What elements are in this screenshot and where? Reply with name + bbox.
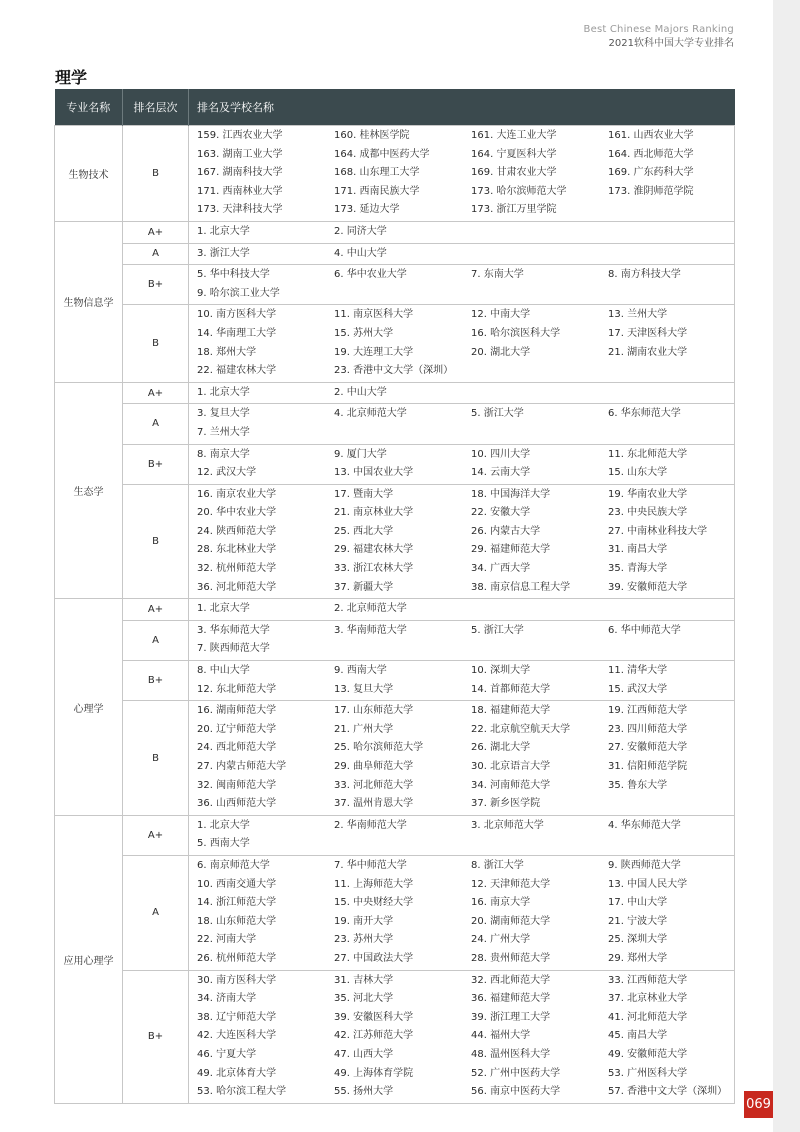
schools-grid — [189, 244, 734, 265]
school-entry: 18. 郑州大学 — [197, 346, 257, 358]
school-entry: 31. 吉林大学 — [334, 974, 394, 986]
schools-cell — [189, 599, 735, 621]
schools-cell — [189, 444, 735, 484]
school-entry: 9. 厦门大学 — [334, 448, 387, 460]
schools-cell — [189, 815, 735, 855]
schools-grid — [189, 856, 734, 970]
schools-cell — [189, 484, 735, 599]
school-entry: 16. 南京大学 — [471, 897, 531, 909]
school-entry: 1. 北京大学 — [197, 386, 250, 398]
school-entry: 164. 宁夏医科大学 — [471, 148, 557, 160]
school-entry: 48. 温州医科大学 — [471, 1048, 551, 1060]
school-entry: 10. 深圳大学 — [471, 665, 531, 677]
school-entry: 6. 华中农业大学 — [334, 269, 407, 281]
schools-cell — [189, 620, 735, 660]
table-header-row — [55, 89, 735, 126]
school-entry: 3. 北京师范大学 — [471, 819, 544, 831]
school-entry: 1. 北京大学 — [197, 603, 250, 615]
column-header-schools: 排名及学校名称 — [189, 89, 735, 126]
school-entry: 12. 武汉大学 — [197, 467, 257, 479]
section-title: 理学 — [55, 68, 88, 87]
school-entry: 11. 上海师范大学 — [334, 878, 414, 890]
school-entry: 56. 南京中医药大学 — [471, 1086, 561, 1098]
school-entry: 10. 西南交通大学 — [197, 878, 277, 890]
school-entry: 8. 浙江大学 — [471, 859, 524, 871]
school-entry: 31. 南昌大学 — [608, 544, 668, 556]
schools-cell — [189, 404, 735, 444]
school-entry: 18. 中国海洋大学 — [471, 488, 551, 500]
table-row — [55, 701, 735, 816]
school-entry: 52. 广州中医药大学 — [471, 1067, 561, 1079]
school-entry: 22. 北京航空航天大学 — [471, 723, 571, 735]
school-entry: 53. 哈尔滨工程大学 — [197, 1086, 287, 1098]
schools-grid — [189, 701, 734, 815]
school-entry: 36. 河北师范大学 — [197, 581, 277, 593]
table-row — [55, 661, 735, 701]
school-entry: 15. 山东大学 — [608, 467, 668, 479]
school-entry: 20. 辽宁师范大学 — [197, 723, 277, 735]
school-entry: 26. 湖北大学 — [471, 742, 531, 754]
school-entry: 7. 兰州大学 — [197, 426, 250, 438]
school-entry: 47. 山西大学 — [334, 1048, 394, 1060]
rank-tier-cell: A — [123, 404, 189, 444]
school-entry: 4. 中山大学 — [334, 247, 387, 259]
school-entry: 7. 陕西师范大学 — [197, 643, 270, 655]
school-entry: 4. 华东师范大学 — [608, 819, 681, 831]
school-entry: 38. 辽宁师范大学 — [197, 1011, 277, 1023]
table-row — [55, 126, 735, 222]
school-entry: 13. 中国农业大学 — [334, 467, 414, 479]
school-entry: 35. 青海大学 — [608, 563, 668, 575]
school-entry: 5. 西南大学 — [197, 838, 250, 850]
school-entry: 12. 东北师范大学 — [197, 683, 277, 695]
header-english-title: Best Chinese Majors Ranking — [583, 24, 734, 35]
school-entry: 2. 中山大学 — [334, 386, 387, 398]
school-entry: 20. 湖北大学 — [471, 346, 531, 358]
schools-grid — [189, 971, 734, 1103]
school-entry: 12. 中南大学 — [471, 309, 531, 321]
schools-grid — [189, 404, 734, 443]
school-entry: 169. 广东药科大学 — [608, 167, 694, 179]
rank-tier-cell: A+ — [123, 815, 189, 855]
right-sidebar-strip — [773, 0, 800, 1132]
school-entry: 36. 山西师范大学 — [197, 798, 277, 810]
rank-tier-cell: B — [123, 126, 189, 222]
rank-tier-cell: B+ — [123, 661, 189, 701]
school-entry: 14. 华南理工大学 — [197, 327, 277, 339]
school-entry: 18. 山东师范大学 — [197, 915, 277, 927]
school-entry: 163. 湖南工业大学 — [197, 148, 283, 160]
school-entry: 8. 南方科技大学 — [608, 269, 681, 281]
schools-grid — [189, 816, 734, 855]
school-entry: 49. 安徽师范大学 — [608, 1048, 688, 1060]
rank-tier-cell: A+ — [123, 599, 189, 621]
school-entry: 16. 湖南师范大学 — [197, 705, 277, 717]
school-entry: 159. 江西农业大学 — [197, 130, 283, 141]
table-body — [55, 126, 735, 1104]
school-entry: 35. 鲁东大学 — [608, 779, 668, 791]
school-entry: 42. 江苏师范大学 — [334, 1030, 414, 1042]
school-entry: 27. 中国政法大学 — [334, 952, 414, 964]
schools-grid — [189, 621, 734, 660]
school-entry: 3. 浙江大学 — [197, 247, 250, 259]
school-entry: 21. 宁波大学 — [608, 915, 668, 927]
school-entry: 21. 湖南农业大学 — [608, 346, 688, 358]
school-entry: 41. 河北师范大学 — [608, 1011, 688, 1023]
school-entry: 33. 河北师范大学 — [334, 779, 414, 791]
schools-cell — [189, 701, 735, 816]
school-entry: 38. 南京信息工程大学 — [471, 581, 571, 593]
school-entry: 2. 同济大学 — [334, 225, 387, 237]
school-entry: 6. 华东师范大学 — [608, 408, 681, 420]
school-entry: 20. 湖南师范大学 — [471, 915, 551, 927]
school-entry: 49. 上海体育学院 — [334, 1067, 414, 1079]
table-row — [55, 243, 735, 265]
page-number: 069 — [744, 1091, 773, 1118]
table-row — [55, 444, 735, 484]
school-entry: 3. 华南师范大学 — [334, 624, 407, 636]
school-entry: 3. 华东师范大学 — [197, 624, 270, 636]
school-entry: 34. 济南大学 — [197, 993, 257, 1005]
schools-cell — [189, 305, 735, 382]
school-entry: 22. 安徽大学 — [471, 507, 531, 519]
school-entry: 7. 东南大学 — [471, 269, 524, 281]
school-entry: 167. 湖南科技大学 — [197, 167, 283, 179]
school-entry: 13. 兰州大学 — [608, 309, 668, 321]
school-entry: 6. 南京师范大学 — [197, 859, 270, 871]
table-row — [55, 221, 735, 243]
school-entry: 6. 华中师范大学 — [608, 624, 681, 636]
school-entry: 37. 温州肯恩大学 — [334, 798, 414, 810]
rank-tier-cell: A+ — [123, 382, 189, 404]
school-entry: 1. 北京大学 — [197, 225, 250, 237]
rank-tier-cell: B+ — [123, 265, 189, 305]
table-row — [55, 305, 735, 382]
school-entry: 34. 广西大学 — [471, 563, 531, 575]
schools-cell — [189, 382, 735, 404]
school-entry: 10. 四川大学 — [471, 448, 531, 460]
table-row — [55, 599, 735, 621]
school-entry: 1. 北京大学 — [197, 819, 250, 831]
school-entry: 161. 山西农业大学 — [608, 130, 694, 141]
school-entry: 27. 安徽师范大学 — [608, 742, 688, 754]
rank-tier-cell: B — [123, 484, 189, 599]
school-entry: 19. 大连理工大学 — [334, 346, 414, 358]
school-entry: 25. 哈尔滨师范大学 — [334, 742, 424, 754]
school-entry: 17. 中山大学 — [608, 897, 668, 909]
school-entry: 27. 中南林业科技大学 — [608, 525, 708, 537]
school-entry: 21. 广州大学 — [334, 723, 394, 735]
school-entry: 20. 华中农业大学 — [197, 507, 277, 519]
school-entry: 37. 北京林业大学 — [608, 993, 688, 1005]
school-entry: 173. 淮阴师范学院 — [608, 185, 694, 197]
major-name-cell: 心理学 — [55, 599, 123, 816]
table-row — [55, 404, 735, 444]
school-entry: 15. 苏州大学 — [334, 327, 394, 339]
schools-grid — [189, 485, 734, 599]
school-entry: 5. 华中科技大学 — [197, 269, 270, 281]
school-entry: 8. 中山大学 — [197, 665, 250, 677]
table-row — [55, 484, 735, 599]
school-entry: 49. 北京体育大学 — [197, 1067, 277, 1079]
column-header-major: 专业名称 — [55, 89, 123, 126]
school-entry: 2. 北京师范大学 — [334, 603, 407, 615]
school-entry: 32. 西北师范大学 — [471, 974, 551, 986]
school-entry: 13. 复旦大学 — [334, 683, 394, 695]
school-entry: 33. 江西师范大学 — [608, 974, 688, 986]
school-entry: 31. 信阳师范学院 — [608, 761, 688, 772]
school-entry: 15. 中央财经大学 — [334, 897, 414, 909]
schools-grid — [189, 661, 734, 700]
school-entry: 173. 延边大学 — [334, 204, 400, 216]
school-entry: 29. 福建农林大学 — [334, 544, 414, 556]
school-entry: 37. 新乡医学院 — [471, 798, 541, 810]
rank-tier-cell: A+ — [123, 221, 189, 243]
school-entry: 9. 西南大学 — [334, 665, 387, 677]
header-chinese-title: 2021软科中国大学专业排名 — [608, 38, 734, 49]
school-entry: 2. 华南师范大学 — [334, 819, 407, 831]
school-entry: 11. 东北师范大学 — [608, 448, 688, 460]
school-entry: 7. 华中师范大学 — [334, 859, 407, 871]
school-entry: 39. 安徽医科大学 — [334, 1011, 414, 1023]
table-row — [55, 970, 735, 1103]
school-entry: 14. 首都师范大学 — [471, 683, 551, 695]
school-entry: 9. 哈尔滨工业大学 — [197, 287, 280, 299]
major-name-cell: 生物技术 — [55, 126, 123, 222]
table-row — [55, 265, 735, 305]
schools-grid — [189, 445, 734, 484]
school-entry: 33. 浙江农林大学 — [334, 563, 414, 575]
school-entry: 39. 浙江理工大学 — [471, 1011, 551, 1023]
school-entry: 16. 哈尔滨医科大学 — [471, 327, 561, 339]
school-entry: 55. 扬州大学 — [334, 1086, 394, 1098]
school-entry: 164. 成都中医药大学 — [334, 148, 430, 160]
schools-grid — [189, 126, 734, 221]
schools-grid — [189, 383, 734, 404]
school-entry: 34. 河南师范大学 — [471, 779, 551, 791]
school-entry: 173. 哈尔滨师范大学 — [471, 185, 567, 197]
school-entry: 29. 郑州大学 — [608, 952, 668, 964]
school-entry: 173. 浙江万里学院 — [471, 204, 557, 216]
school-entry: 5. 浙江大学 — [471, 408, 524, 420]
school-entry: 30. 北京语言大学 — [471, 761, 551, 772]
major-name-cell: 生物信息学 — [55, 221, 123, 382]
school-entry: 26. 内蒙古大学 — [471, 525, 541, 537]
ranking-table — [54, 89, 735, 1104]
rank-tier-cell: B+ — [123, 970, 189, 1103]
school-entry: 39. 安徽师范大学 — [608, 581, 688, 593]
school-entry: 25. 西北大学 — [334, 525, 394, 537]
school-entry: 14. 云南大学 — [471, 467, 531, 479]
school-entry: 30. 南方医科大学 — [197, 974, 277, 986]
school-entry: 22. 河南大学 — [197, 934, 257, 946]
major-name-cell: 应用心理学 — [55, 815, 123, 1103]
school-entry: 22. 福建农林大学 — [197, 365, 277, 377]
school-entry: 32. 闽南师范大学 — [197, 779, 277, 791]
school-entry: 37. 新疆大学 — [334, 581, 394, 593]
school-entry: 57. 香港中文大学（深圳） — [608, 1086, 728, 1098]
school-entry: 171. 西南林业大学 — [197, 185, 283, 197]
school-entry: 173. 天津科技大学 — [197, 204, 283, 216]
school-entry: 28. 东北林业大学 — [197, 544, 277, 556]
school-entry: 44. 福州大学 — [471, 1030, 531, 1042]
school-entry: 23. 四川师范大学 — [608, 723, 688, 735]
table-row — [55, 382, 735, 404]
school-entry: 171. 西南民族大学 — [334, 185, 420, 197]
schools-grid — [189, 222, 734, 243]
school-entry: 24. 陕西师范大学 — [197, 525, 277, 537]
school-entry: 17. 山东师范大学 — [334, 705, 414, 717]
school-entry: 5. 浙江大学 — [471, 624, 524, 636]
school-entry: 36. 福建师范大学 — [471, 993, 551, 1005]
school-entry: 24. 西北师范大学 — [197, 742, 277, 754]
schools-cell — [189, 126, 735, 222]
school-entry: 4. 北京师范大学 — [334, 408, 407, 420]
page-header — [584, 23, 734, 51]
rank-tier-cell: B+ — [123, 444, 189, 484]
school-entry: 27. 内蒙古师范大学 — [197, 761, 287, 772]
school-entry: 8. 南京大学 — [197, 448, 250, 460]
school-entry: 42. 大连医科大学 — [197, 1030, 277, 1042]
school-entry: 23. 香港中文大学（深圳） — [334, 365, 454, 377]
school-entry: 15. 武汉大学 — [608, 683, 668, 695]
school-entry: 16. 南京农业大学 — [197, 488, 277, 500]
column-header-tier: 排名层次 — [123, 89, 189, 126]
schools-cell — [189, 243, 735, 265]
school-entry: 25. 深圳大学 — [608, 934, 668, 946]
schools-grid — [189, 305, 734, 381]
school-entry: 46. 宁夏大学 — [197, 1048, 257, 1060]
school-entry: 26. 杭州师范大学 — [197, 952, 277, 964]
school-entry: 19. 南开大学 — [334, 915, 394, 927]
school-entry: 23. 中央民族大学 — [608, 507, 688, 519]
rank-tier-cell: A — [123, 243, 189, 265]
school-entry: 21. 南京林业大学 — [334, 507, 414, 519]
school-entry: 9. 陕西师范大学 — [608, 859, 681, 871]
school-entry: 29. 曲阜师范大学 — [334, 761, 414, 772]
major-name-cell: 生态学 — [55, 382, 123, 599]
school-entry: 24. 广州大学 — [471, 934, 531, 946]
school-entry: 11. 清华大学 — [608, 665, 668, 677]
school-entry: 169. 甘肃农业大学 — [471, 167, 557, 179]
school-entry: 32. 杭州师范大学 — [197, 563, 277, 575]
school-entry: 12. 天津师范大学 — [471, 878, 551, 890]
schools-cell — [189, 855, 735, 970]
schools-grid — [189, 599, 734, 620]
school-entry: 13. 中国人民大学 — [608, 878, 688, 890]
school-entry: 17. 暨南大学 — [334, 488, 394, 500]
table-row — [55, 815, 735, 855]
schools-cell — [189, 265, 735, 305]
schools-grid — [189, 265, 734, 304]
schools-cell — [189, 661, 735, 701]
rank-tier-cell: B — [123, 701, 189, 816]
school-entry: 160. 桂林医学院 — [334, 130, 410, 141]
school-entry: 28. 贵州师范大学 — [471, 952, 551, 964]
rank-tier-cell: B — [123, 305, 189, 382]
school-entry: 161. 大连工业大学 — [471, 130, 557, 141]
school-entry: 10. 南方医科大学 — [197, 309, 277, 321]
rank-tier-cell: A — [123, 620, 189, 660]
school-entry: 17. 天津医科大学 — [608, 327, 688, 339]
schools-cell — [189, 221, 735, 243]
school-entry: 11. 南京医科大学 — [334, 309, 414, 321]
table-row — [55, 855, 735, 970]
school-entry: 164. 西北师范大学 — [608, 148, 694, 160]
school-entry: 35. 河北大学 — [334, 993, 394, 1005]
schools-cell — [189, 970, 735, 1103]
school-entry: 45. 南昌大学 — [608, 1030, 668, 1042]
school-entry: 29. 福建师范大学 — [471, 544, 551, 556]
rank-tier-cell: A — [123, 855, 189, 970]
school-entry: 18. 福建师范大学 — [471, 705, 551, 717]
school-entry: 19. 华南农业大学 — [608, 488, 688, 500]
school-entry: 168. 山东理工大学 — [334, 167, 420, 179]
school-entry: 53. 广州医科大学 — [608, 1067, 688, 1079]
school-entry: 3. 复旦大学 — [197, 408, 250, 420]
table-row — [55, 620, 735, 660]
school-entry: 14. 浙江师范大学 — [197, 897, 277, 909]
school-entry: 23. 苏州大学 — [334, 934, 394, 946]
school-entry: 19. 江西师范大学 — [608, 705, 688, 717]
